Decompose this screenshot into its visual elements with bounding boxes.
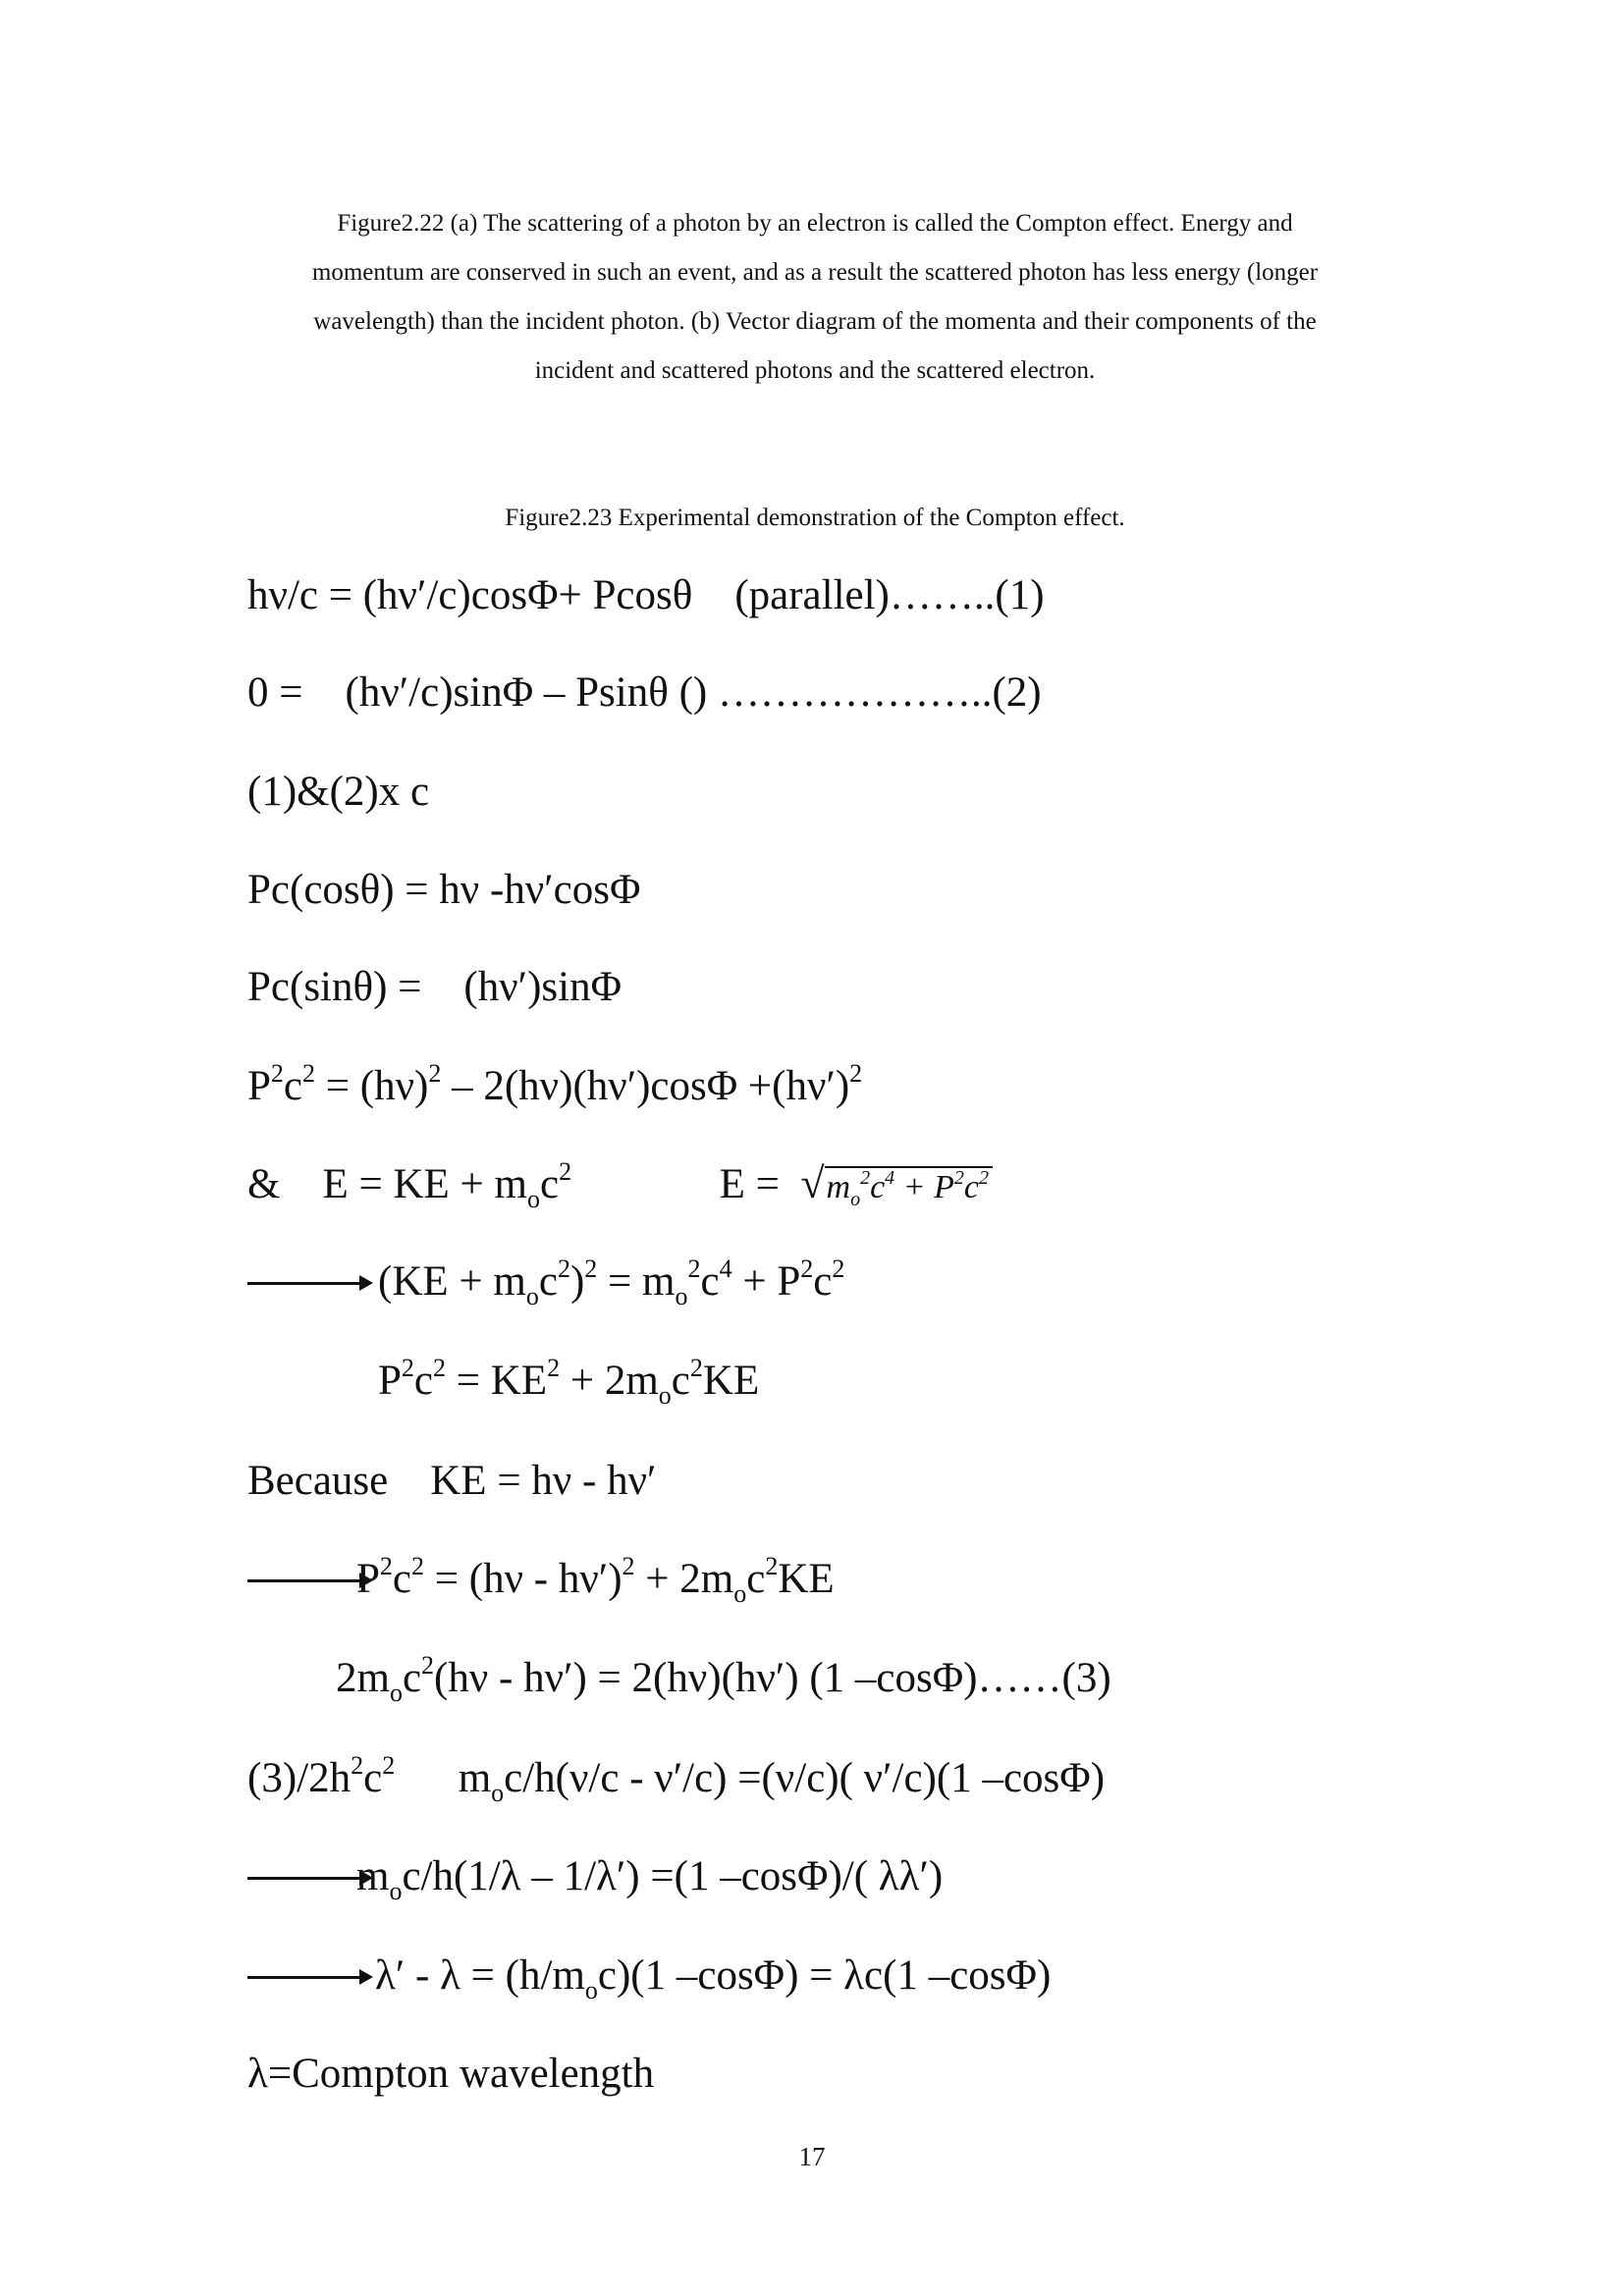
equation-segment: = (hν - hν′) — [424, 1556, 623, 1602]
equation-segment: c — [363, 1755, 383, 1801]
equation-parallel-momentum — [247, 571, 1045, 620]
equation-segment: 2m — [336, 1655, 390, 1701]
equation-segment: c — [392, 1556, 412, 1602]
equation-segment: 2 — [379, 1552, 393, 1580]
equation-segment: + 2m — [634, 1556, 734, 1602]
equation-segment: KE — [702, 1358, 760, 1404]
equation-segment: (1)&(2)x c — [247, 769, 430, 815]
page-number: 17 — [798, 2142, 826, 2171]
equation-segment: 2 — [689, 1354, 703, 1382]
equation-segment: 2 — [401, 1354, 414, 1382]
equation-step — [247, 1059, 863, 1116]
equation-segment: KE — [778, 1556, 835, 1602]
equation-segment: P — [356, 1556, 380, 1602]
equation-segment: λ′ - λ = (h/m — [375, 1952, 585, 1999]
right-arrow-icon — [247, 1579, 369, 1582]
equation-segment: 2 — [765, 1552, 779, 1580]
equation-segment: c — [870, 1169, 886, 1205]
equation-segment: o — [658, 1381, 672, 1410]
equation-energy — [247, 1159, 993, 1214]
equation-segment: c — [813, 1258, 833, 1305]
equation-segment: 2 — [622, 1552, 635, 1580]
figure-2-22-caption-line: wavelength) than the incident photon. (b) Vector diagram of the momenta and their components of the — [313, 308, 1317, 335]
equation-segment: (KE + m — [378, 1258, 526, 1305]
equation-segment: = KE — [446, 1358, 548, 1404]
equation-segment: 2 — [351, 1751, 364, 1780]
equation-segment: o — [733, 1579, 747, 1608]
equation-segment: 2 — [411, 1552, 425, 1580]
equation-segment: m — [826, 1169, 851, 1205]
equation-3 — [336, 1651, 1111, 1708]
equation-perpendicular-momentum — [247, 668, 1042, 718]
equation-step — [247, 1751, 1106, 1808]
figure-2-22-caption-line: momentum are conserved in such an event, and as a result the scattered photon has less energy (longer — [311, 259, 1319, 286]
equation-segment: ) — [569, 1258, 585, 1305]
equation-segment: P — [247, 1063, 271, 1109]
radicand — [825, 1166, 993, 1211]
equation-segment: Pc(sinθ) = (hν′)sinΦ — [247, 964, 623, 1010]
equation-segment: c — [402, 1655, 422, 1701]
equation-step — [247, 963, 622, 1012]
right-arrow-icon — [247, 1877, 369, 1880]
equation-segment: Pc(cosθ) = hν -hν′cosΦ — [247, 867, 641, 913]
equation-definition — [247, 2050, 654, 2099]
equation-segment: m — [395, 1755, 492, 1801]
equation-segment: (hν - hν′) = 2(hν)(hν′) (1 –cosΦ)……(3) — [434, 1655, 1111, 1701]
equation-step — [247, 1457, 656, 1506]
equation-segment: m — [356, 1853, 390, 1899]
equation-segment: o — [850, 1189, 861, 1210]
equation-segment: 2 — [421, 1651, 435, 1680]
figure-2-22-caption-line: Figure2.22 (a) The scattering of a photon by an electron is called the Compton effect. Energy and — [337, 210, 1293, 237]
equation-step — [378, 1354, 760, 1411]
figure-2-22-caption-line: incident and scattered photons and the scattered electron. — [534, 357, 1096, 384]
equation-segment: c — [700, 1258, 720, 1305]
equation-segment: c/h(1/λ – 1/λ′) =(1 –cosΦ)/( λλ′) — [402, 1853, 944, 1899]
equation-segment: 2 — [687, 1255, 701, 1283]
equation-segment: hν/c = (hν′/c)cosΦ+ Pcosθ (parallel)……..(1) — [247, 572, 1045, 618]
equation-segment: c — [671, 1358, 690, 1404]
equation-segment: 2 — [860, 1167, 871, 1189]
equation-segment: & E = KE + m — [247, 1161, 527, 1207]
right-arrow-icon — [247, 1976, 369, 1979]
equation-segment: o — [584, 1976, 598, 2004]
equation-segment: = (hν) — [315, 1063, 429, 1109]
equation-segment: = m — [597, 1258, 676, 1305]
equation-segment: 2 — [270, 1059, 284, 1088]
equation-segment: c — [538, 1258, 558, 1305]
equation-step — [378, 1257, 844, 1311]
equation-segment: λ=Compton wavelength — [247, 2051, 655, 2097]
equation-segment: c/h(ν/c - ν′/c) =(ν/c)( ν′/c)(1 –cosΦ) — [504, 1755, 1106, 1801]
equation-step — [356, 1852, 943, 1906]
equation-segment: P — [378, 1358, 402, 1404]
equation-segment: 2 — [557, 1255, 570, 1283]
equation-segment: 2 — [382, 1751, 396, 1780]
equation-segment: c — [283, 1063, 303, 1109]
equation-step — [247, 866, 640, 915]
equation-segment: 2 — [849, 1059, 863, 1088]
equation-segment: 2 — [302, 1059, 316, 1088]
equation-segment: 4 — [719, 1255, 732, 1283]
equation-segment: o — [526, 1185, 540, 1213]
equation-segment: √ — [800, 1159, 825, 1207]
equation-segment: + 2m — [560, 1358, 659, 1404]
equation-segment: 2 — [953, 1167, 964, 1189]
equation-step — [247, 768, 429, 817]
equation-segment: (3)/2h — [247, 1755, 352, 1801]
equation-segment: 2 — [433, 1354, 447, 1382]
figure-2-23-caption: Figure2.23 Experimental demonstration of the Compton effect. — [505, 505, 1125, 531]
equation-segment: E = — [571, 1161, 801, 1207]
right-arrow-icon — [247, 1282, 369, 1285]
equation-segment: 2 — [559, 1157, 572, 1186]
equation-segment: + P — [894, 1169, 954, 1205]
equation-segment: o — [675, 1282, 688, 1310]
equation-segment: Because KE = hν - hν′ — [247, 1458, 657, 1504]
equation-segment: 2 — [428, 1059, 442, 1088]
equation-segment: c)(1 –cosΦ) = λc(1 –cosΦ) — [597, 1952, 1052, 1999]
equation-segment: 2 — [800, 1255, 814, 1283]
equation-segment: 2 — [584, 1255, 598, 1283]
square-root-expression — [800, 1159, 993, 1210]
equation-segment: c — [413, 1358, 434, 1404]
equation-segment: c — [963, 1169, 979, 1205]
equation-segment: 2 — [547, 1354, 561, 1382]
equation-segment: o — [389, 1679, 403, 1707]
equation-segment: o — [491, 1779, 505, 1807]
equation-segment: 2 — [832, 1255, 845, 1283]
equation-segment: 0 = (hν′/c)sinΦ – Psinθ () ………………..(2) — [247, 669, 1042, 716]
equation-segment: – 2(hν)(hν′)cosΦ +(hν′) — [441, 1063, 850, 1109]
equation-step — [356, 1552, 835, 1609]
equation-segment: + P — [731, 1258, 801, 1305]
equation-segment: o — [389, 1877, 403, 1905]
equation-compton-shift — [375, 1951, 1051, 2005]
equation-segment: 2 — [978, 1167, 989, 1189]
equation-segment: c — [539, 1161, 560, 1207]
equation-segment: c — [746, 1556, 766, 1602]
equation-segment: 4 — [885, 1167, 895, 1189]
equation-segment: o — [525, 1282, 539, 1310]
